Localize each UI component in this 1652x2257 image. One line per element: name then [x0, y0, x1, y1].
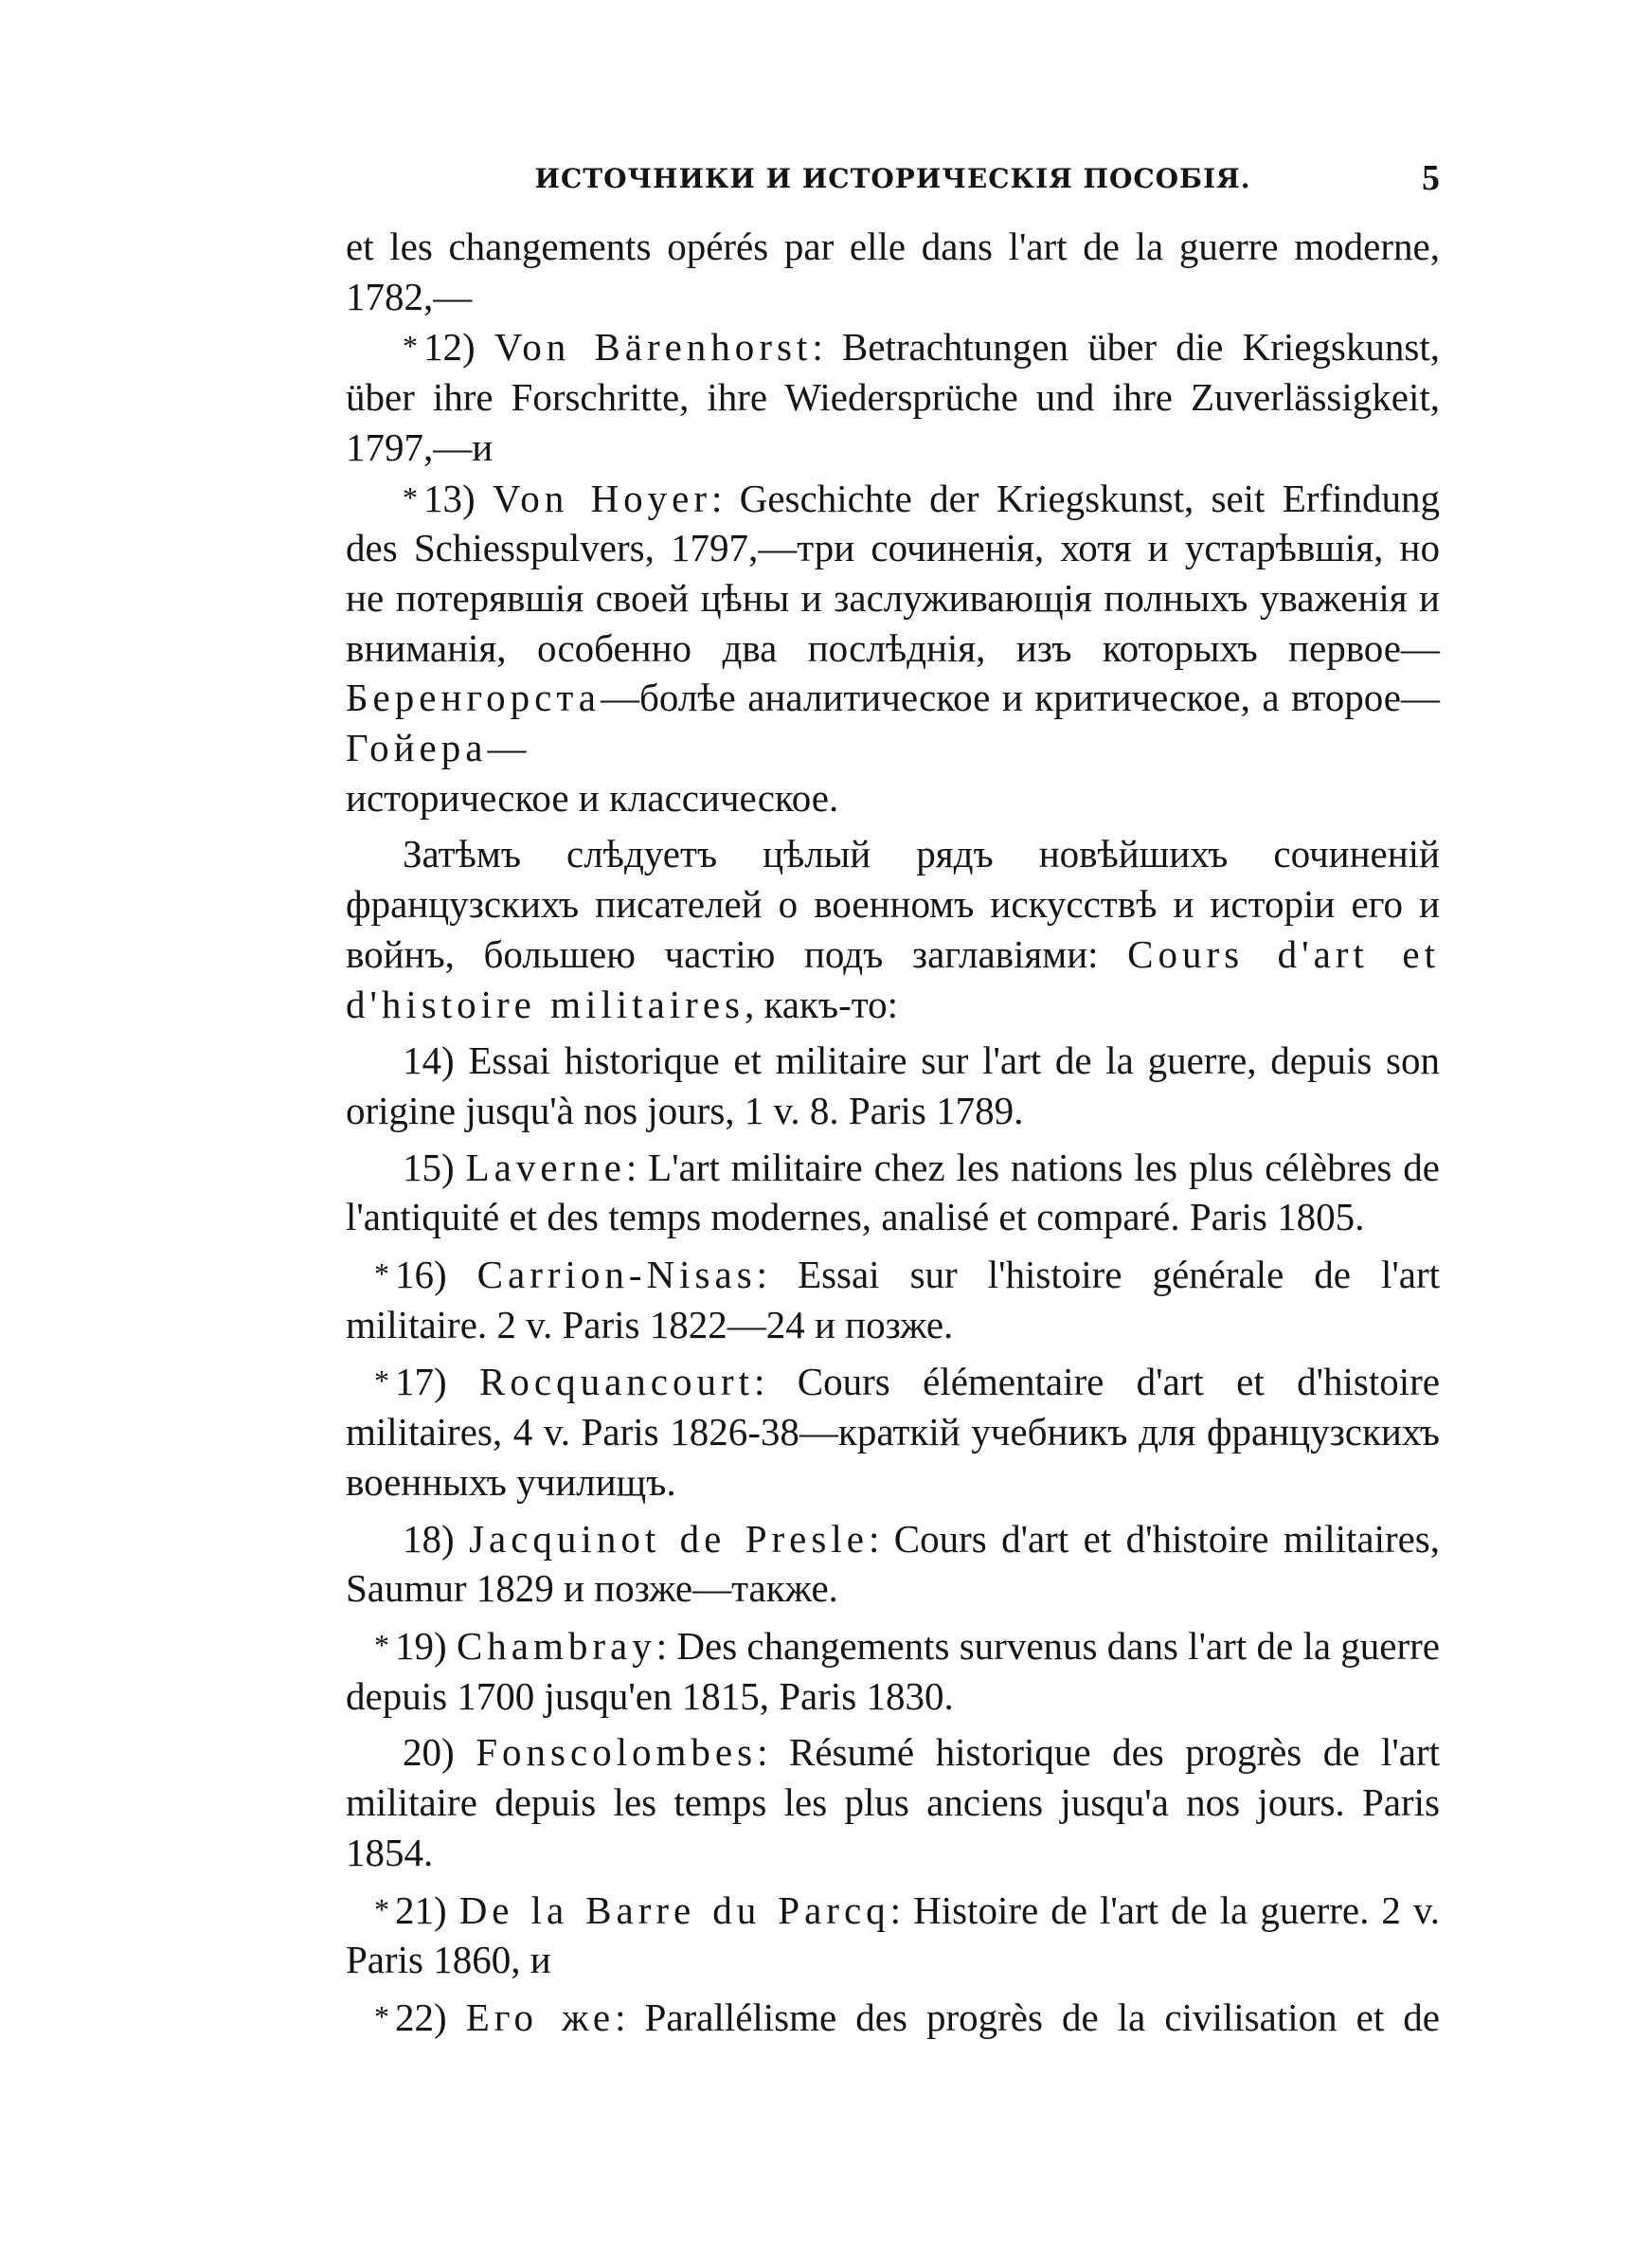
spaced-name: Беренгорста	[346, 676, 601, 720]
entry-14: 14) Essai historique et militaire sur l'art de la guerre, depuis son origine jusqu'à nos jours, 1 v. 8. Paris 1789.	[346, 1038, 1440, 1132]
intro-paragraph: Затѣмъ слѣдуетъ цѣлый рядъ новѣйшихъ сочиненій французскихъ писателей о военномъ искусствѣ и исторіи его и войнъ, большею частію подъ заглавіями: Cours d'art et d'histoire militaires, какъ-то:	[346, 832, 1440, 1026]
entry-number: 14)	[403, 1038, 455, 1083]
paragraph-continued-end: 1782,—	[346, 274, 473, 318]
entry-16: * 16) Carrion-Nisas: Essai sur l'histoire générale de l'art militaire. 2 v. Paris 1822—24 и позже.	[346, 1253, 1441, 1346]
entry-author: Carrion-Nisas	[476, 1253, 757, 1297]
page-number: 5	[1422, 158, 1440, 198]
entry-13-line: вниманія, особенно два послѣднія, изъ которыхъ первое—Беренгорста—болѣе аналитическое и критическое, а второе—Гойера—	[346, 625, 1440, 770]
entry-20: 20) Fonscolombes: Résumé historique des progrès de l'art militaire depuis les temps les plus anciens jusqu'a nos jours. Paris 1854.	[346, 1730, 1441, 1874]
entry-12-line: 1797,—и	[346, 424, 494, 469]
entry-number: 22)	[395, 1995, 447, 2039]
asterisk-mark: *	[374, 1363, 389, 1399]
entry-13-line: des Schiesspulvers, 1797,—три сочиненія, хотя и устарѣвшія, но	[346, 526, 1440, 570]
spaced-title: Cours d'art et d'histoire militaires	[346, 931, 1440, 1026]
entry-12: * 12) Von Bärenhorst: Betrachtungen über die Kriegskunst,	[403, 325, 1440, 370]
entry-13-line: не потерявшія своей цѣны и заслуживающія полныхъ уваженія и	[346, 575, 1440, 620]
entry-author: Von Bärenhorst	[494, 325, 813, 370]
entry-author: Laverne	[465, 1145, 626, 1189]
asterisk-mark: *	[374, 1891, 389, 1926]
entry-19: * 19) Chambray: Des changements survenus dans l'art de la guerre depuis 1700 jusqu'en 1815, Paris 1830.	[346, 1623, 1441, 1718]
entry-number: 19)	[395, 1623, 447, 1668]
asterisk-mark: *	[374, 1627, 389, 1662]
entry-author: Rocquancourt	[479, 1360, 755, 1404]
asterisk-mark: *	[374, 1998, 389, 2033]
running-title: ИСТОЧНИКИ И ИСТОРИЧЕСКІЯ ПОСОБІЯ.	[534, 163, 1251, 194]
entry-18: 18) Jacquinot de Presle: Cours d'art et d'histoire militaires, Saumur 1829 и позже—также.	[346, 1516, 1441, 1611]
body-text	[346, 222, 1440, 2043]
entry-author: Chambray	[456, 1623, 656, 1668]
entry-22: * 22) Его же: Parallélisme des progrès de la civilisation et de	[374, 1995, 1441, 2039]
entry-author: Von Hoyer	[492, 476, 712, 520]
entry-17: * 17) Rocquancourt: Cours élémentaire d'art et d'histoire militaires, 4 v. Paris 1826-38—краткій учебникъ для французскихъ военныхъ училищъ.	[346, 1360, 1441, 1504]
entry-number: 13)	[423, 476, 476, 520]
paragraph-continued: et les changements opérés par elle dans l'art de la guerre moderne,	[346, 225, 1440, 268]
entry-number: 12)	[423, 325, 476, 370]
entry-number: 21)	[395, 1887, 447, 1932]
entry-13: * 13) Von Hoyer: Geschichte der Kriegskunst, seit Erfindung	[403, 476, 1440, 520]
entry-21: * 21) De la Barre du Parcq: Histoire de l'art de la guerre. 2 v. Paris 1860, и	[346, 1887, 1441, 1982]
entry-author: Его же	[465, 1995, 616, 2039]
asterisk-mark: *	[374, 1256, 389, 1291]
entry-12-line: über ihre Forschritte, ihre Wiedersprüche und ihre Zuverlässigkeit,	[346, 375, 1440, 420]
asterisk-mark: *	[403, 329, 418, 364]
page-header	[346, 157, 1440, 214]
entry-number: 20)	[403, 1730, 455, 1775]
asterisk-mark: *	[403, 479, 418, 515]
entry-author: Jacquinot de Presle	[469, 1516, 869, 1561]
entry-number: 16)	[395, 1253, 447, 1297]
entry-15: 15) Laverne: L'art militaire chez les nations les plus célèbres de l'antiquité et des temps modernes, analisé et comparé. Paris 1805.	[346, 1145, 1441, 1239]
entry-author: Fonscolombes	[476, 1730, 758, 1775]
spaced-name: Гойера	[346, 726, 488, 770]
entry-number: 15)	[403, 1145, 455, 1189]
entry-13-line: историческое и классическое.	[346, 775, 839, 820]
entry-number: 17)	[395, 1360, 447, 1404]
entry-number: 18)	[403, 1516, 455, 1561]
entry-author: De la Barre du Parcq	[458, 1887, 890, 1932]
